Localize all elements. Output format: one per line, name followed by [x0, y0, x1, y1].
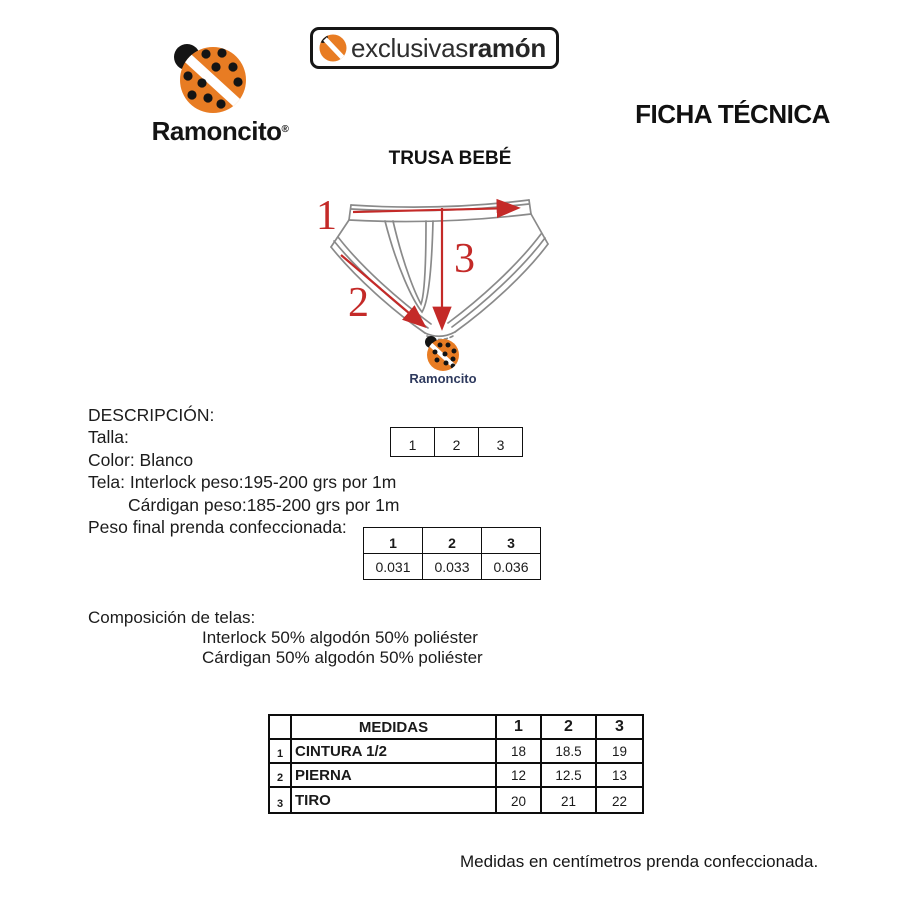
description-tela: Tela: Interlock peso:195-200 grs por 1m	[88, 472, 397, 493]
medidas-title-cell: MEDIDAS	[291, 715, 496, 739]
medidas-size-header: 2	[541, 715, 596, 739]
row-value: 19	[596, 739, 643, 763]
peso-value-row	[364, 554, 541, 580]
medidas-row-pierna	[269, 763, 643, 787]
row-value: 13	[596, 763, 643, 787]
composition-heading: Composición de telas:	[88, 608, 256, 627]
talla-table	[390, 427, 523, 457]
medidas-row-cintura	[269, 739, 643, 763]
measure-label-1: 1	[316, 193, 337, 239]
peso-table	[363, 527, 541, 580]
row-value: 12	[496, 763, 541, 787]
talla-cell: 2	[435, 428, 479, 457]
medidas-size-header: 3	[596, 715, 643, 739]
peso-header-row	[364, 528, 541, 554]
measure-label-3: 3	[454, 236, 475, 282]
medidas-row-tiro	[269, 787, 643, 813]
footer-note: Medidas en centímetros prenda confeccionada.	[460, 852, 819, 871]
product-diagram	[313, 183, 558, 395]
peso-value-cell: 0.033	[423, 554, 482, 580]
row-label: CINTURA 1/2	[291, 739, 496, 763]
measure-labels	[316, 193, 475, 326]
peso-header-cell: 2	[423, 528, 482, 554]
peso-header-cell: 3	[482, 528, 541, 554]
description-heading: DESCRIPCIÓN:	[88, 405, 215, 425]
medidas-corner-cell	[269, 715, 291, 739]
exclusivas-ramon-logo	[310, 27, 559, 69]
diagram-ladybug-icon	[425, 336, 459, 371]
peso-value-cell: 0.031	[364, 554, 423, 580]
row-value: 18	[496, 739, 541, 763]
description-color: Color: Blanco	[88, 449, 194, 470]
brand-name: Ramoncito®	[151, 116, 289, 146]
diagram-brand-label: Ramoncito	[409, 371, 477, 386]
registered-mark: ®	[281, 124, 289, 135]
row-value: 22	[596, 787, 643, 813]
medidas-header-row	[269, 715, 643, 739]
measure-label-2: 2	[348, 280, 369, 326]
row-number: 2	[269, 763, 291, 787]
row-value: 12.5	[541, 763, 596, 787]
exclusivas-wordmark: exclusivasramón	[351, 32, 546, 63]
row-value: 20	[496, 787, 541, 813]
sheet-title: FICHA TÉCNICA	[635, 99, 830, 129]
medidas-size-header: 1	[496, 715, 541, 739]
row-value: 21	[541, 787, 596, 813]
description-block	[88, 404, 399, 538]
row-number: 3	[269, 787, 291, 813]
talla-row	[391, 428, 523, 457]
description-peso-final: Peso final prenda confeccionada:	[88, 517, 347, 538]
row-number: 1	[269, 739, 291, 763]
medidas-table	[268, 714, 644, 814]
row-label: TIRO	[291, 787, 496, 813]
description-tela2: Cárdigan peso:185-200 grs por 1m	[128, 494, 400, 515]
product-title: TRUSA BEBÉ	[388, 148, 512, 169]
ramoncito-logo	[140, 40, 300, 147]
row-value: 18.5	[541, 739, 596, 763]
row-label: PIERNA	[291, 763, 496, 787]
talla-cell: 3	[479, 428, 523, 457]
peso-value-cell: 0.036	[482, 554, 541, 580]
ladybug-icon	[145, 40, 295, 118]
composition-line: Cárdigan 50% algodón 50% poliéster	[202, 648, 483, 667]
talla-cell: 1	[391, 428, 435, 457]
description-talla: Talla:	[88, 427, 129, 448]
composition-block	[88, 608, 483, 668]
composition-line: Interlock 50% algodón 50% poliéster	[202, 628, 478, 647]
ladybug-swoosh-icon	[318, 33, 348, 63]
peso-header-cell: 1	[364, 528, 423, 554]
